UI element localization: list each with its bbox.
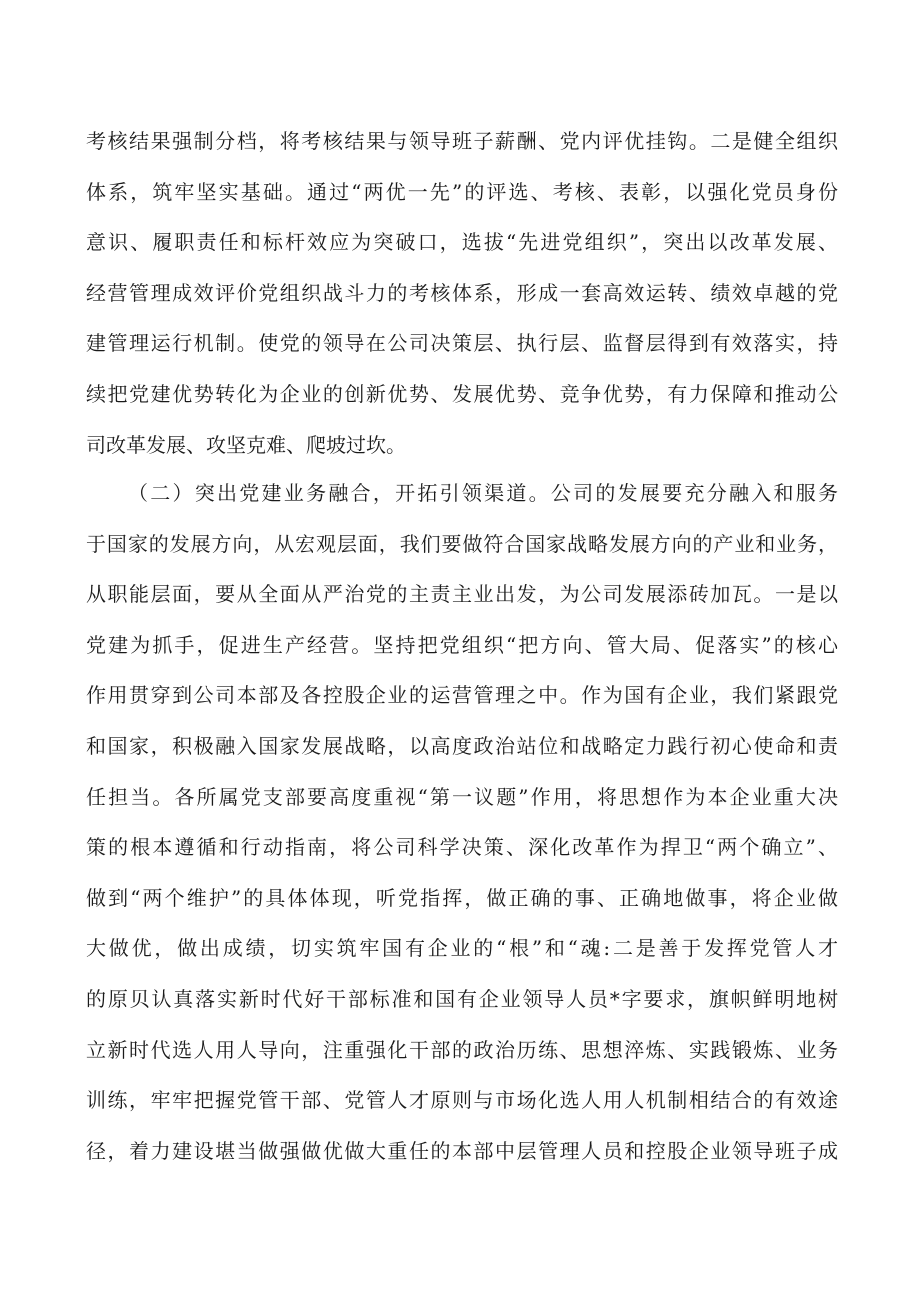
text-line: 司改革发展、攻坚克难、爬坡过坎。 — [86, 432, 406, 457]
text-line: 考核结果强制分档，将考核结果与领导班子薪酬、党内评优挂钩。二是健全组织 — [86, 129, 838, 153]
text-line: 于国家的发展方向，从宏观层面，我们要做符合国家战略发展方向的产业和业务， — [86, 531, 838, 556]
text-line: 任担当。各所属党支部要高度重视“第一议题”作用，将思想作为本企业重大决 — [86, 784, 838, 809]
text-line: 续把党建优势转化为企业的创新优势、发展优势、竞争优势，有力保障和推动公 — [86, 381, 838, 406]
paragraph-1 — [86, 116, 838, 470]
text-line: 立新时代选人用人导向，注重强化干部的政治历练、思想淬炼、实践锻炼、业务 — [86, 1037, 838, 1062]
text-line: 策的根本遵循和行动指南，将公司科学决策、深化改革作为捍卫“两个确立”、 — [86, 835, 838, 860]
text-line: 意识、履职责任和标杆效应为突破口，选拔“先进党组织”，突出以改革发展、 — [86, 230, 838, 255]
text-line: 的原贝认真落实新时代好干部标准和国有企业领导人员*字要求，旗帜鲜明地树 — [86, 986, 838, 1011]
text-line: 和国家，积极融入国家发展战略，以高度政治站位和战略定力践行初心使命和责 — [86, 733, 838, 758]
text-line: 作用贯穿到公司本部及各控股企业的运营管理之中。作为国有企业，我们紧跟党 — [86, 683, 838, 708]
text-line: 做到“两个维护”的具体体现，听党指挥，做正确的事、正确地做事，将企业做 — [86, 885, 838, 910]
text-line: （二）突出党建业务融合，开拓引领渠道。公司的发展要充分融入和服务 — [128, 481, 838, 505]
text-line: 党建为抓手，促进生产经营。坚持把党组织“把方向、管大局、促落实”的核心 — [86, 632, 838, 657]
paragraph-2 — [86, 468, 838, 1176]
text-line: 经营管理成效评价党组织战斗力的考核体系，形成一套高效运转、绩效卓越的党 — [86, 280, 838, 305]
text-line: 从职能层面，要从全面从严治党的主责主业出发，为公司发展添砖加瓦。一是以 — [86, 582, 838, 607]
text-line: 建管理运行机制。使党的领导在公司决策层、执行层、监督层得到有效落实，持 — [86, 331, 838, 356]
text-line: 训练，牢牢把握党管干部、党管人才原则与市场化选人用人机制相结合的有效途 — [86, 1088, 838, 1113]
text-line: 径，着力建设堪当做强做优做大重任的本部中层管理人员和控股企业领导班子成 — [86, 1138, 838, 1163]
text-line: 大做优，做出成绩，切实筑牢国有企业的“根”和“魂:二是善于发挥党管人才 — [86, 936, 838, 961]
text-line: 体系，筑牢坚实基础。通过“两优一先”的评选、考核、表彰，以强化党员身份 — [86, 179, 838, 204]
